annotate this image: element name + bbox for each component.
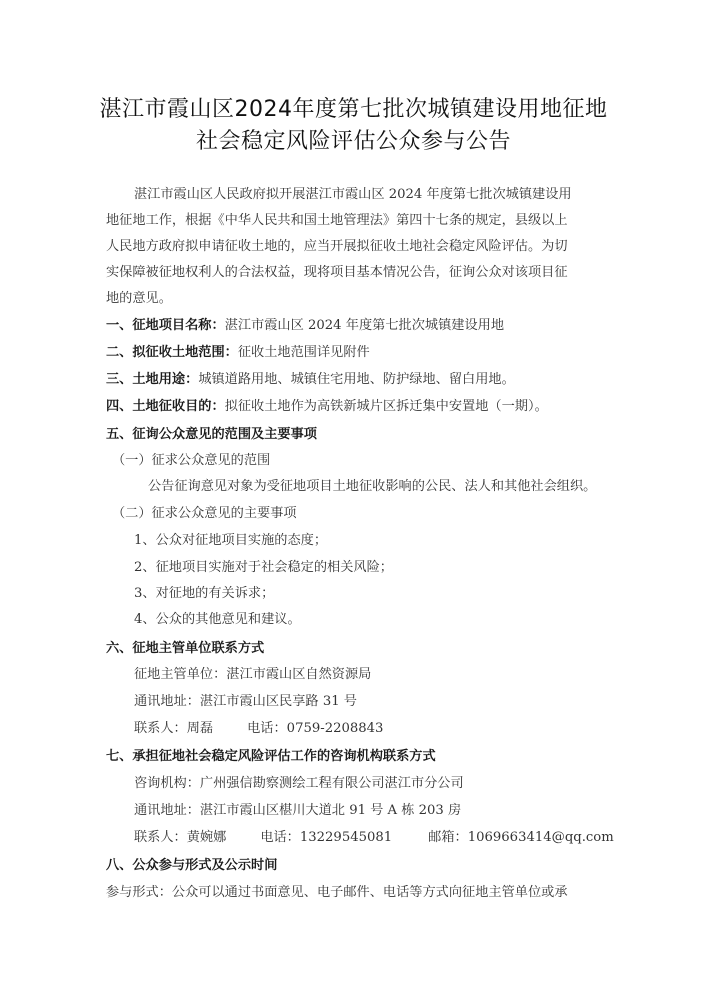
section-8-heading: 八、公众参与形式及公示时间	[106, 858, 278, 873]
section-5-sub2: （二）征求公众意见的主要事项	[112, 506, 297, 521]
section-land-scope-value: 征收土地范围详见附件	[237, 345, 370, 360]
section-land-scope	[106, 344, 621, 362]
section-project-name-value: 湛江市霞山区 2024 年度第七批次城镇建设用地	[224, 318, 505, 333]
section-6-address: 通讯地址：湛江市霞山区民享路 31 号	[134, 694, 357, 709]
section-7-heading: 七、承担征地社会稳定风险评估工作的咨询机构联系方式	[106, 749, 436, 764]
section-land-use	[106, 371, 621, 389]
section-7-contact: 联系人：黄婉娜	[134, 830, 227, 845]
intro-line-1: 湛江市霞山区人民政府拟开展湛江市霞山区 2024 年度第七批次城镇建设用	[134, 187, 572, 202]
section-project-name	[106, 317, 621, 335]
section-land-scope-label: 二、拟征收土地范围：	[106, 345, 238, 360]
section-5-item-3: 3、对征地的有关诉求；	[134, 586, 275, 601]
section-5-item-4: 4、公众的其他意见和建议。	[134, 612, 301, 627]
section-7-phone: 电话：13229545081	[260, 830, 393, 845]
intro-line-4: 实保障被征地权利人的合法权益，现将项目基本情况公告，征询公众对该项目征	[106, 265, 568, 280]
intro-line-2: 地征地工作，根据《中华人民共和国土地管理法》第四十七条的规定，县级以上	[106, 213, 568, 228]
section-6-unit: 征地主管单位：湛江市霞山区自然资源局	[134, 667, 372, 682]
section-7-org: 咨询机构：广州强信勘察测绘工程有限公司湛江市分公司	[134, 776, 464, 791]
intro-line-5: 地的意见。	[106, 291, 172, 306]
section-5-item-2: 2、征地项目实施对于社会稳定的相关风险；	[134, 560, 393, 575]
section-7-email: 邮箱：1069663414@qq.com	[428, 830, 614, 845]
section-purpose-label: 四、土地征收目的：	[106, 399, 225, 414]
section-7-address: 通讯地址：湛江市霞山区椹川大道北 91 号 A 栋 203 房	[134, 803, 462, 818]
section-6-contact: 联系人：周磊	[134, 721, 214, 736]
page-title-line1: 湛江市霞山区2024年度第七批次城镇建设用地征地	[99, 97, 608, 122]
section-5-heading: 五、征询公众意见的范围及主要事项	[106, 427, 317, 442]
section-purpose	[106, 398, 621, 416]
section-6-phone: 电话：0759-2208843	[247, 721, 384, 736]
section-6-heading: 六、征地主管单位联系方式	[106, 641, 265, 656]
intro-line-3: 人民地方政府拟申请征收土地的，应当开展拟征收土地社会稳定风险评估。为切	[106, 239, 568, 254]
section-project-name-label: 一、征地项目名称：	[106, 318, 225, 333]
page-title-line2: 社会稳定风险评估公众参与公告	[195, 129, 511, 154]
section-purpose-value: 拟征收土地作为高铁新城片区拆迁集中安置地（一期）。	[224, 399, 548, 414]
section-land-use-label: 三、土地用途：	[106, 372, 199, 387]
section-5-item-1: 1、公众对征地项目实施的态度；	[134, 533, 328, 548]
section-5-sub1-text: 公告征询意见对象为受征地项目土地征收影响的公民、法人和其他社会组织。	[148, 479, 597, 494]
section-7-contact-row	[134, 829, 649, 847]
section-8-text: 参与形式：公众可以通过书面意见、电子邮件、电话等方式向征地主管单位或承	[106, 885, 568, 900]
section-5-sub1: （一）征求公众意见的范围	[112, 453, 271, 468]
section-6-contact-row	[134, 720, 649, 738]
section-land-use-value: 城镇道路用地、城镇住宅用地、防护绿地、留白用地。	[198, 372, 515, 387]
